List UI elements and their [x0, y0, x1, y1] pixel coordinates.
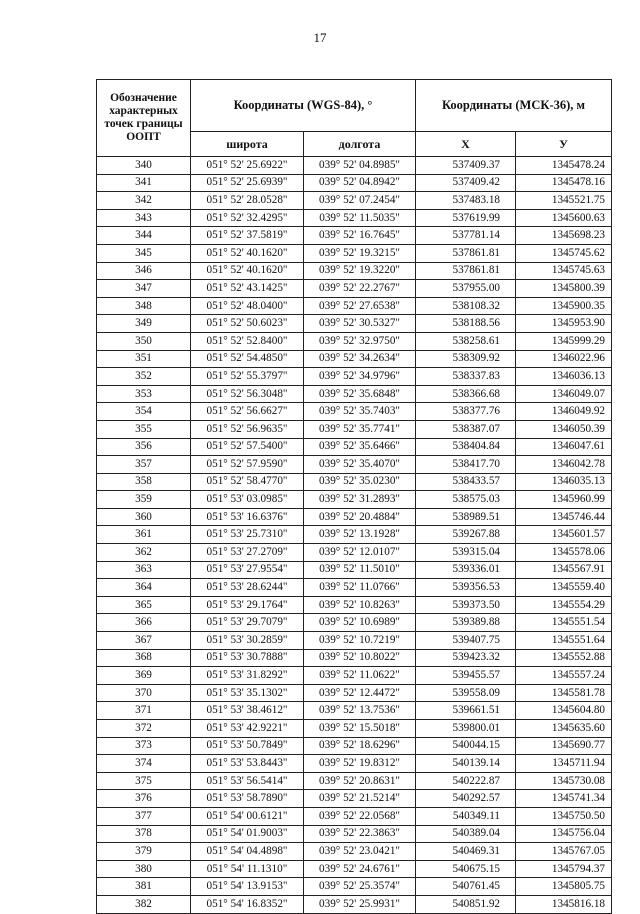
- y-coordinate-cell: 1345604.80: [516, 702, 612, 720]
- longitude-cell: 039° 52' 20.8631": [304, 772, 416, 790]
- x-coordinate-cell: 539315.04: [416, 544, 516, 562]
- longitude-cell: 039° 52' 11.0622": [304, 667, 416, 685]
- x-coordinate-cell: 537409.42: [416, 174, 516, 192]
- point-number-cell: 381: [97, 878, 191, 896]
- point-number-cell: 348: [97, 297, 191, 315]
- y-coordinate-cell: 1345567.91: [516, 561, 612, 579]
- latitude-cell: 051° 52' 43.1425": [191, 280, 304, 298]
- x-coordinate-cell: 540349.11: [416, 807, 516, 825]
- point-number-cell: 350: [97, 332, 191, 350]
- latitude-cell: 051° 53' 56.5414": [191, 772, 304, 790]
- longitude-cell: 039° 52' 07.2454": [304, 192, 416, 210]
- latitude-cell: 051° 54' 04.4898": [191, 843, 304, 861]
- x-coordinate-cell: 537483.18: [416, 192, 516, 210]
- longitude-cell: 039° 52' 35.6466": [304, 438, 416, 456]
- x-coordinate-cell: 540851.92: [416, 895, 516, 913]
- longitude-cell: 039° 52' 20.4884": [304, 508, 416, 526]
- longitude-cell: 039° 52' 11.5035": [304, 209, 416, 227]
- point-number-cell: 372: [97, 720, 191, 738]
- y-coordinate-cell: 1345578.06: [516, 544, 612, 562]
- table-row: [97, 209, 612, 227]
- x-coordinate-cell: 538377.76: [416, 403, 516, 421]
- point-number-cell: 363: [97, 561, 191, 579]
- header-wgs84: Координаты (WGS-84), °: [191, 80, 416, 132]
- y-coordinate-cell: 1345745.62: [516, 244, 612, 262]
- latitude-cell: 051° 53' 29.1764": [191, 596, 304, 614]
- longitude-cell: 039° 52' 22.2767": [304, 280, 416, 298]
- x-coordinate-cell: 537861.81: [416, 244, 516, 262]
- latitude-cell: 051° 53' 25.7310": [191, 526, 304, 544]
- longitude-cell: 039° 52' 10.6989": [304, 614, 416, 632]
- point-number-cell: 368: [97, 649, 191, 667]
- x-coordinate-cell: 538258.61: [416, 332, 516, 350]
- header-x: Х: [416, 132, 516, 157]
- y-coordinate-cell: 1345746.44: [516, 508, 612, 526]
- table-row: [97, 579, 612, 597]
- table-row: [97, 737, 612, 755]
- y-coordinate-cell: 1345960.99: [516, 491, 612, 509]
- x-coordinate-cell: 537409.37: [416, 157, 516, 175]
- longitude-cell: 039° 52' 21.5214": [304, 790, 416, 808]
- table-row: [97, 262, 612, 280]
- x-coordinate-cell: 540761.45: [416, 878, 516, 896]
- y-coordinate-cell: 1345711.94: [516, 755, 612, 773]
- longitude-cell: 039° 52' 11.0766": [304, 579, 416, 597]
- table-row: [97, 878, 612, 896]
- longitude-cell: 039° 52' 10.8263": [304, 596, 416, 614]
- y-coordinate-cell: 1346042.78: [516, 456, 612, 474]
- table-row: [97, 720, 612, 738]
- longitude-cell: 039° 52' 04.8985": [304, 157, 416, 175]
- point-number-cell: 351: [97, 350, 191, 368]
- longitude-cell: 039° 52' 35.6848": [304, 385, 416, 403]
- y-coordinate-cell: 1345816.18: [516, 895, 612, 913]
- coordinates-table: [96, 79, 612, 914]
- point-number-cell: 342: [97, 192, 191, 210]
- y-coordinate-cell: 1346049.07: [516, 385, 612, 403]
- y-coordinate-cell: 1345521.75: [516, 192, 612, 210]
- table-row: [97, 420, 612, 438]
- point-number-cell: 345: [97, 244, 191, 262]
- point-number-cell: 347: [97, 280, 191, 298]
- point-number-cell: 343: [97, 209, 191, 227]
- point-number-cell: 365: [97, 596, 191, 614]
- x-coordinate-cell: 539800.01: [416, 720, 516, 738]
- y-coordinate-cell: 1345794.37: [516, 860, 612, 878]
- table-row: [97, 649, 612, 667]
- y-coordinate-cell: 1345600.63: [516, 209, 612, 227]
- latitude-cell: 051° 53' 03.0985": [191, 491, 304, 509]
- latitude-cell: 051° 53' 28.6244": [191, 579, 304, 597]
- table-row: [97, 491, 612, 509]
- point-number-cell: 359: [97, 491, 191, 509]
- y-coordinate-cell: 1345635.60: [516, 720, 612, 738]
- point-number-cell: 380: [97, 860, 191, 878]
- table-row: [97, 332, 612, 350]
- x-coordinate-cell: 540469.31: [416, 843, 516, 861]
- longitude-cell: 039° 52' 04.8942": [304, 174, 416, 192]
- table-row: [97, 315, 612, 333]
- x-coordinate-cell: 537781.14: [416, 227, 516, 245]
- x-coordinate-cell: 539423.32: [416, 649, 516, 667]
- latitude-cell: 051° 52' 48.0400": [191, 297, 304, 315]
- longitude-cell: 039° 52' 10.8022": [304, 649, 416, 667]
- longitude-cell: 039° 52' 19.3215": [304, 244, 416, 262]
- latitude-cell: 051° 54' 01.9003": [191, 825, 304, 843]
- point-number-cell: 374: [97, 755, 191, 773]
- latitude-cell: 051° 52' 32.4295": [191, 209, 304, 227]
- longitude-cell: 039° 52' 31.2893": [304, 491, 416, 509]
- latitude-cell: 051° 53' 35.1302": [191, 684, 304, 702]
- point-number-cell: 378: [97, 825, 191, 843]
- header-msk36: Координаты (МСК-36), м: [416, 80, 612, 132]
- y-coordinate-cell: 1345690.77: [516, 737, 612, 755]
- longitude-cell: 039° 52' 12.0107": [304, 544, 416, 562]
- x-coordinate-cell: 539267.88: [416, 526, 516, 544]
- y-coordinate-cell: 1345559.40: [516, 579, 612, 597]
- point-number-cell: 361: [97, 526, 191, 544]
- point-number-cell: 358: [97, 473, 191, 491]
- y-coordinate-cell: 1345750.50: [516, 807, 612, 825]
- point-number-cell: 352: [97, 368, 191, 386]
- x-coordinate-cell: 540292.57: [416, 790, 516, 808]
- y-coordinate-cell: 1346050.39: [516, 420, 612, 438]
- x-coordinate-cell: 538108.32: [416, 297, 516, 315]
- y-coordinate-cell: 1345698.23: [516, 227, 612, 245]
- point-number-cell: 367: [97, 632, 191, 650]
- y-coordinate-cell: 1345551.54: [516, 614, 612, 632]
- point-number-cell: 356: [97, 438, 191, 456]
- y-coordinate-cell: 1346049.92: [516, 403, 612, 421]
- point-number-cell: 375: [97, 772, 191, 790]
- latitude-cell: 051° 52' 28.0528": [191, 192, 304, 210]
- longitude-cell: 039° 52' 27.6538": [304, 297, 416, 315]
- table-row: [97, 684, 612, 702]
- latitude-cell: 051° 54' 00.6121": [191, 807, 304, 825]
- table-row: [97, 280, 612, 298]
- x-coordinate-cell: 540044.15: [416, 737, 516, 755]
- table-row: [97, 895, 612, 913]
- point-number-cell: 376: [97, 790, 191, 808]
- latitude-cell: 051° 53' 50.7849": [191, 737, 304, 755]
- latitude-cell: 051° 53' 42.9221": [191, 720, 304, 738]
- x-coordinate-cell: 538188.56: [416, 315, 516, 333]
- latitude-cell: 051° 53' 30.7888": [191, 649, 304, 667]
- x-coordinate-cell: 537619.99: [416, 209, 516, 227]
- x-coordinate-cell: 539389.88: [416, 614, 516, 632]
- x-coordinate-cell: 537861.81: [416, 262, 516, 280]
- table-row: [97, 755, 612, 773]
- table-row: [97, 297, 612, 315]
- y-coordinate-cell: 1345552.88: [516, 649, 612, 667]
- longitude-cell: 039° 52' 25.9931": [304, 895, 416, 913]
- table-row: [97, 157, 612, 175]
- x-coordinate-cell: 538337.83: [416, 368, 516, 386]
- point-number-cell: 344: [97, 227, 191, 245]
- latitude-cell: 051° 53' 27.9554": [191, 561, 304, 579]
- table-row: [97, 526, 612, 544]
- table-row: [97, 350, 612, 368]
- latitude-cell: 051° 52' 37.5819": [191, 227, 304, 245]
- x-coordinate-cell: 537955.00: [416, 280, 516, 298]
- point-number-cell: 369: [97, 667, 191, 685]
- point-number-cell: 366: [97, 614, 191, 632]
- latitude-cell: 051° 52' 25.6922": [191, 157, 304, 175]
- longitude-cell: 039° 52' 32.9750": [304, 332, 416, 350]
- longitude-cell: 039° 52' 35.0230": [304, 473, 416, 491]
- longitude-cell: 039° 52' 13.7536": [304, 702, 416, 720]
- latitude-cell: 051° 53' 38.4612": [191, 702, 304, 720]
- latitude-cell: 051° 52' 58.4770": [191, 473, 304, 491]
- table-row: [97, 544, 612, 562]
- latitude-cell: 051° 52' 57.5400": [191, 438, 304, 456]
- point-number-cell: 360: [97, 508, 191, 526]
- x-coordinate-cell: 539336.01: [416, 561, 516, 579]
- header-latitude: широта: [191, 132, 304, 157]
- longitude-cell: 039° 52' 22.3863": [304, 825, 416, 843]
- x-coordinate-cell: 538433.57: [416, 473, 516, 491]
- latitude-cell: 051° 52' 40.1620": [191, 262, 304, 280]
- latitude-cell: 051° 52' 50.6023": [191, 315, 304, 333]
- longitude-cell: 039° 52' 10.7219": [304, 632, 416, 650]
- point-number-cell: 341: [97, 174, 191, 192]
- table-row: [97, 596, 612, 614]
- latitude-cell: 051° 52' 56.6627": [191, 403, 304, 421]
- latitude-cell: 051° 52' 54.4850": [191, 350, 304, 368]
- longitude-cell: 039° 52' 15.5018": [304, 720, 416, 738]
- longitude-cell: 039° 52' 22.0568": [304, 807, 416, 825]
- table-row: [97, 192, 612, 210]
- longitude-cell: 039° 52' 35.7403": [304, 403, 416, 421]
- y-coordinate-cell: 1346022.96: [516, 350, 612, 368]
- x-coordinate-cell: 540139.14: [416, 755, 516, 773]
- table-row: [97, 825, 612, 843]
- x-coordinate-cell: 538417.70: [416, 456, 516, 474]
- table-row: [97, 368, 612, 386]
- point-number-cell: 340: [97, 157, 191, 175]
- longitude-cell: 039° 52' 30.5327": [304, 315, 416, 333]
- y-coordinate-cell: 1345581.78: [516, 684, 612, 702]
- table-row: [97, 614, 612, 632]
- longitude-cell: 039° 52' 24.6761": [304, 860, 416, 878]
- y-coordinate-cell: 1345999.29: [516, 332, 612, 350]
- y-coordinate-cell: 1345730.08: [516, 772, 612, 790]
- point-number-cell: 349: [97, 315, 191, 333]
- latitude-cell: 051° 53' 30.2859": [191, 632, 304, 650]
- y-coordinate-cell: 1346036.13: [516, 368, 612, 386]
- y-coordinate-cell: 1345478.24: [516, 157, 612, 175]
- table-row: [97, 438, 612, 456]
- latitude-cell: 051° 52' 52.8400": [191, 332, 304, 350]
- table-row: [97, 456, 612, 474]
- longitude-cell: 039° 52' 34.9796": [304, 368, 416, 386]
- table-row: [97, 473, 612, 491]
- y-coordinate-cell: 1346035.13: [516, 473, 612, 491]
- latitude-cell: 051° 53' 58.7890": [191, 790, 304, 808]
- x-coordinate-cell: 538404.84: [416, 438, 516, 456]
- latitude-cell: 051° 53' 31.8292": [191, 667, 304, 685]
- point-number-cell: 377: [97, 807, 191, 825]
- table-row: [97, 772, 612, 790]
- y-coordinate-cell: 1345767.05: [516, 843, 612, 861]
- latitude-cell: 051° 53' 27.2709": [191, 544, 304, 562]
- table-row: [97, 174, 612, 192]
- point-number-cell: 354: [97, 403, 191, 421]
- x-coordinate-cell: 538575.03: [416, 491, 516, 509]
- longitude-cell: 039° 52' 11.5010": [304, 561, 416, 579]
- point-number-cell: 364: [97, 579, 191, 597]
- point-number-cell: 357: [97, 456, 191, 474]
- table-row: [97, 702, 612, 720]
- table-row: [97, 403, 612, 421]
- table-row: [97, 860, 612, 878]
- longitude-cell: 039° 52' 35.7741": [304, 420, 416, 438]
- table-row: [97, 385, 612, 403]
- latitude-cell: 051° 54' 16.8352": [191, 895, 304, 913]
- x-coordinate-cell: 540675.15: [416, 860, 516, 878]
- longitude-cell: 039° 52' 16.7645": [304, 227, 416, 245]
- latitude-cell: 051° 53' 16.6376": [191, 508, 304, 526]
- longitude-cell: 039° 52' 19.8312": [304, 755, 416, 773]
- y-coordinate-cell: 1345601.57: [516, 526, 612, 544]
- y-coordinate-cell: 1345800.39: [516, 280, 612, 298]
- y-coordinate-cell: 1345551.64: [516, 632, 612, 650]
- table-body: [97, 157, 612, 914]
- point-number-cell: 382: [97, 895, 191, 913]
- x-coordinate-cell: 538366.68: [416, 385, 516, 403]
- latitude-cell: 051° 53' 53.8443": [191, 755, 304, 773]
- table-row: [97, 667, 612, 685]
- x-coordinate-cell: 538989.51: [416, 508, 516, 526]
- longitude-cell: 039° 52' 19.3220": [304, 262, 416, 280]
- table-row: [97, 561, 612, 579]
- latitude-cell: 051° 52' 40.1620": [191, 244, 304, 262]
- point-number-cell: 373: [97, 737, 191, 755]
- y-coordinate-cell: 1345756.04: [516, 825, 612, 843]
- table-row: [97, 508, 612, 526]
- latitude-cell: 051° 53' 29.7079": [191, 614, 304, 632]
- longitude-cell: 039° 52' 13.1928": [304, 526, 416, 544]
- latitude-cell: 051° 52' 57.9590": [191, 456, 304, 474]
- longitude-cell: 039° 52' 25.3574": [304, 878, 416, 896]
- latitude-cell: 051° 54' 11.1310": [191, 860, 304, 878]
- point-number-cell: 355: [97, 420, 191, 438]
- y-coordinate-cell: 1345557.24: [516, 667, 612, 685]
- x-coordinate-cell: 539373.50: [416, 596, 516, 614]
- x-coordinate-cell: 538309.92: [416, 350, 516, 368]
- x-coordinate-cell: 539356.53: [416, 579, 516, 597]
- x-coordinate-cell: 540389.04: [416, 825, 516, 843]
- latitude-cell: 051° 54' 13.9153": [191, 878, 304, 896]
- table-row: [97, 790, 612, 808]
- y-coordinate-cell: 1345805.75: [516, 878, 612, 896]
- point-number-cell: 379: [97, 843, 191, 861]
- y-coordinate-cell: 1345478.16: [516, 174, 612, 192]
- x-coordinate-cell: 539558.09: [416, 684, 516, 702]
- longitude-cell: 039° 52' 18.6296": [304, 737, 416, 755]
- table-row: [97, 843, 612, 861]
- table-row: [97, 244, 612, 262]
- point-number-cell: 362: [97, 544, 191, 562]
- longitude-cell: 039° 52' 23.0421": [304, 843, 416, 861]
- y-coordinate-cell: 1345554.29: [516, 596, 612, 614]
- page-number: 17: [313, 30, 327, 45]
- latitude-cell: 051° 52' 55.3797": [191, 368, 304, 386]
- longitude-cell: 039° 52' 34.2634": [304, 350, 416, 368]
- header-designation: Обозначение характерных точек границы ООПТ: [97, 80, 191, 157]
- longitude-cell: 039° 52' 35.4070": [304, 456, 416, 474]
- point-number-cell: 346: [97, 262, 191, 280]
- table-row: [97, 227, 612, 245]
- table-row: [97, 807, 612, 825]
- longitude-cell: 039° 52' 12.4472": [304, 684, 416, 702]
- point-number-cell: 371: [97, 702, 191, 720]
- x-coordinate-cell: 539407.75: [416, 632, 516, 650]
- point-number-cell: 353: [97, 385, 191, 403]
- point-number-cell: 370: [97, 684, 191, 702]
- x-coordinate-cell: 539455.57: [416, 667, 516, 685]
- y-coordinate-cell: 1345953.90: [516, 315, 612, 333]
- latitude-cell: 051° 52' 56.9635": [191, 420, 304, 438]
- header-y: У: [516, 132, 612, 157]
- table-row: [97, 632, 612, 650]
- x-coordinate-cell: 538387.07: [416, 420, 516, 438]
- latitude-cell: 051° 52' 25.6939": [191, 174, 304, 192]
- x-coordinate-cell: 539661.51: [416, 702, 516, 720]
- x-coordinate-cell: 540222.87: [416, 772, 516, 790]
- latitude-cell: 051° 52' 56.3048": [191, 385, 304, 403]
- y-coordinate-cell: 1345900.35: [516, 297, 612, 315]
- y-coordinate-cell: 1345741.34: [516, 790, 612, 808]
- y-coordinate-cell: 1345745.63: [516, 262, 612, 280]
- header-longitude: долгота: [304, 132, 416, 157]
- y-coordinate-cell: 1346047.61: [516, 438, 612, 456]
